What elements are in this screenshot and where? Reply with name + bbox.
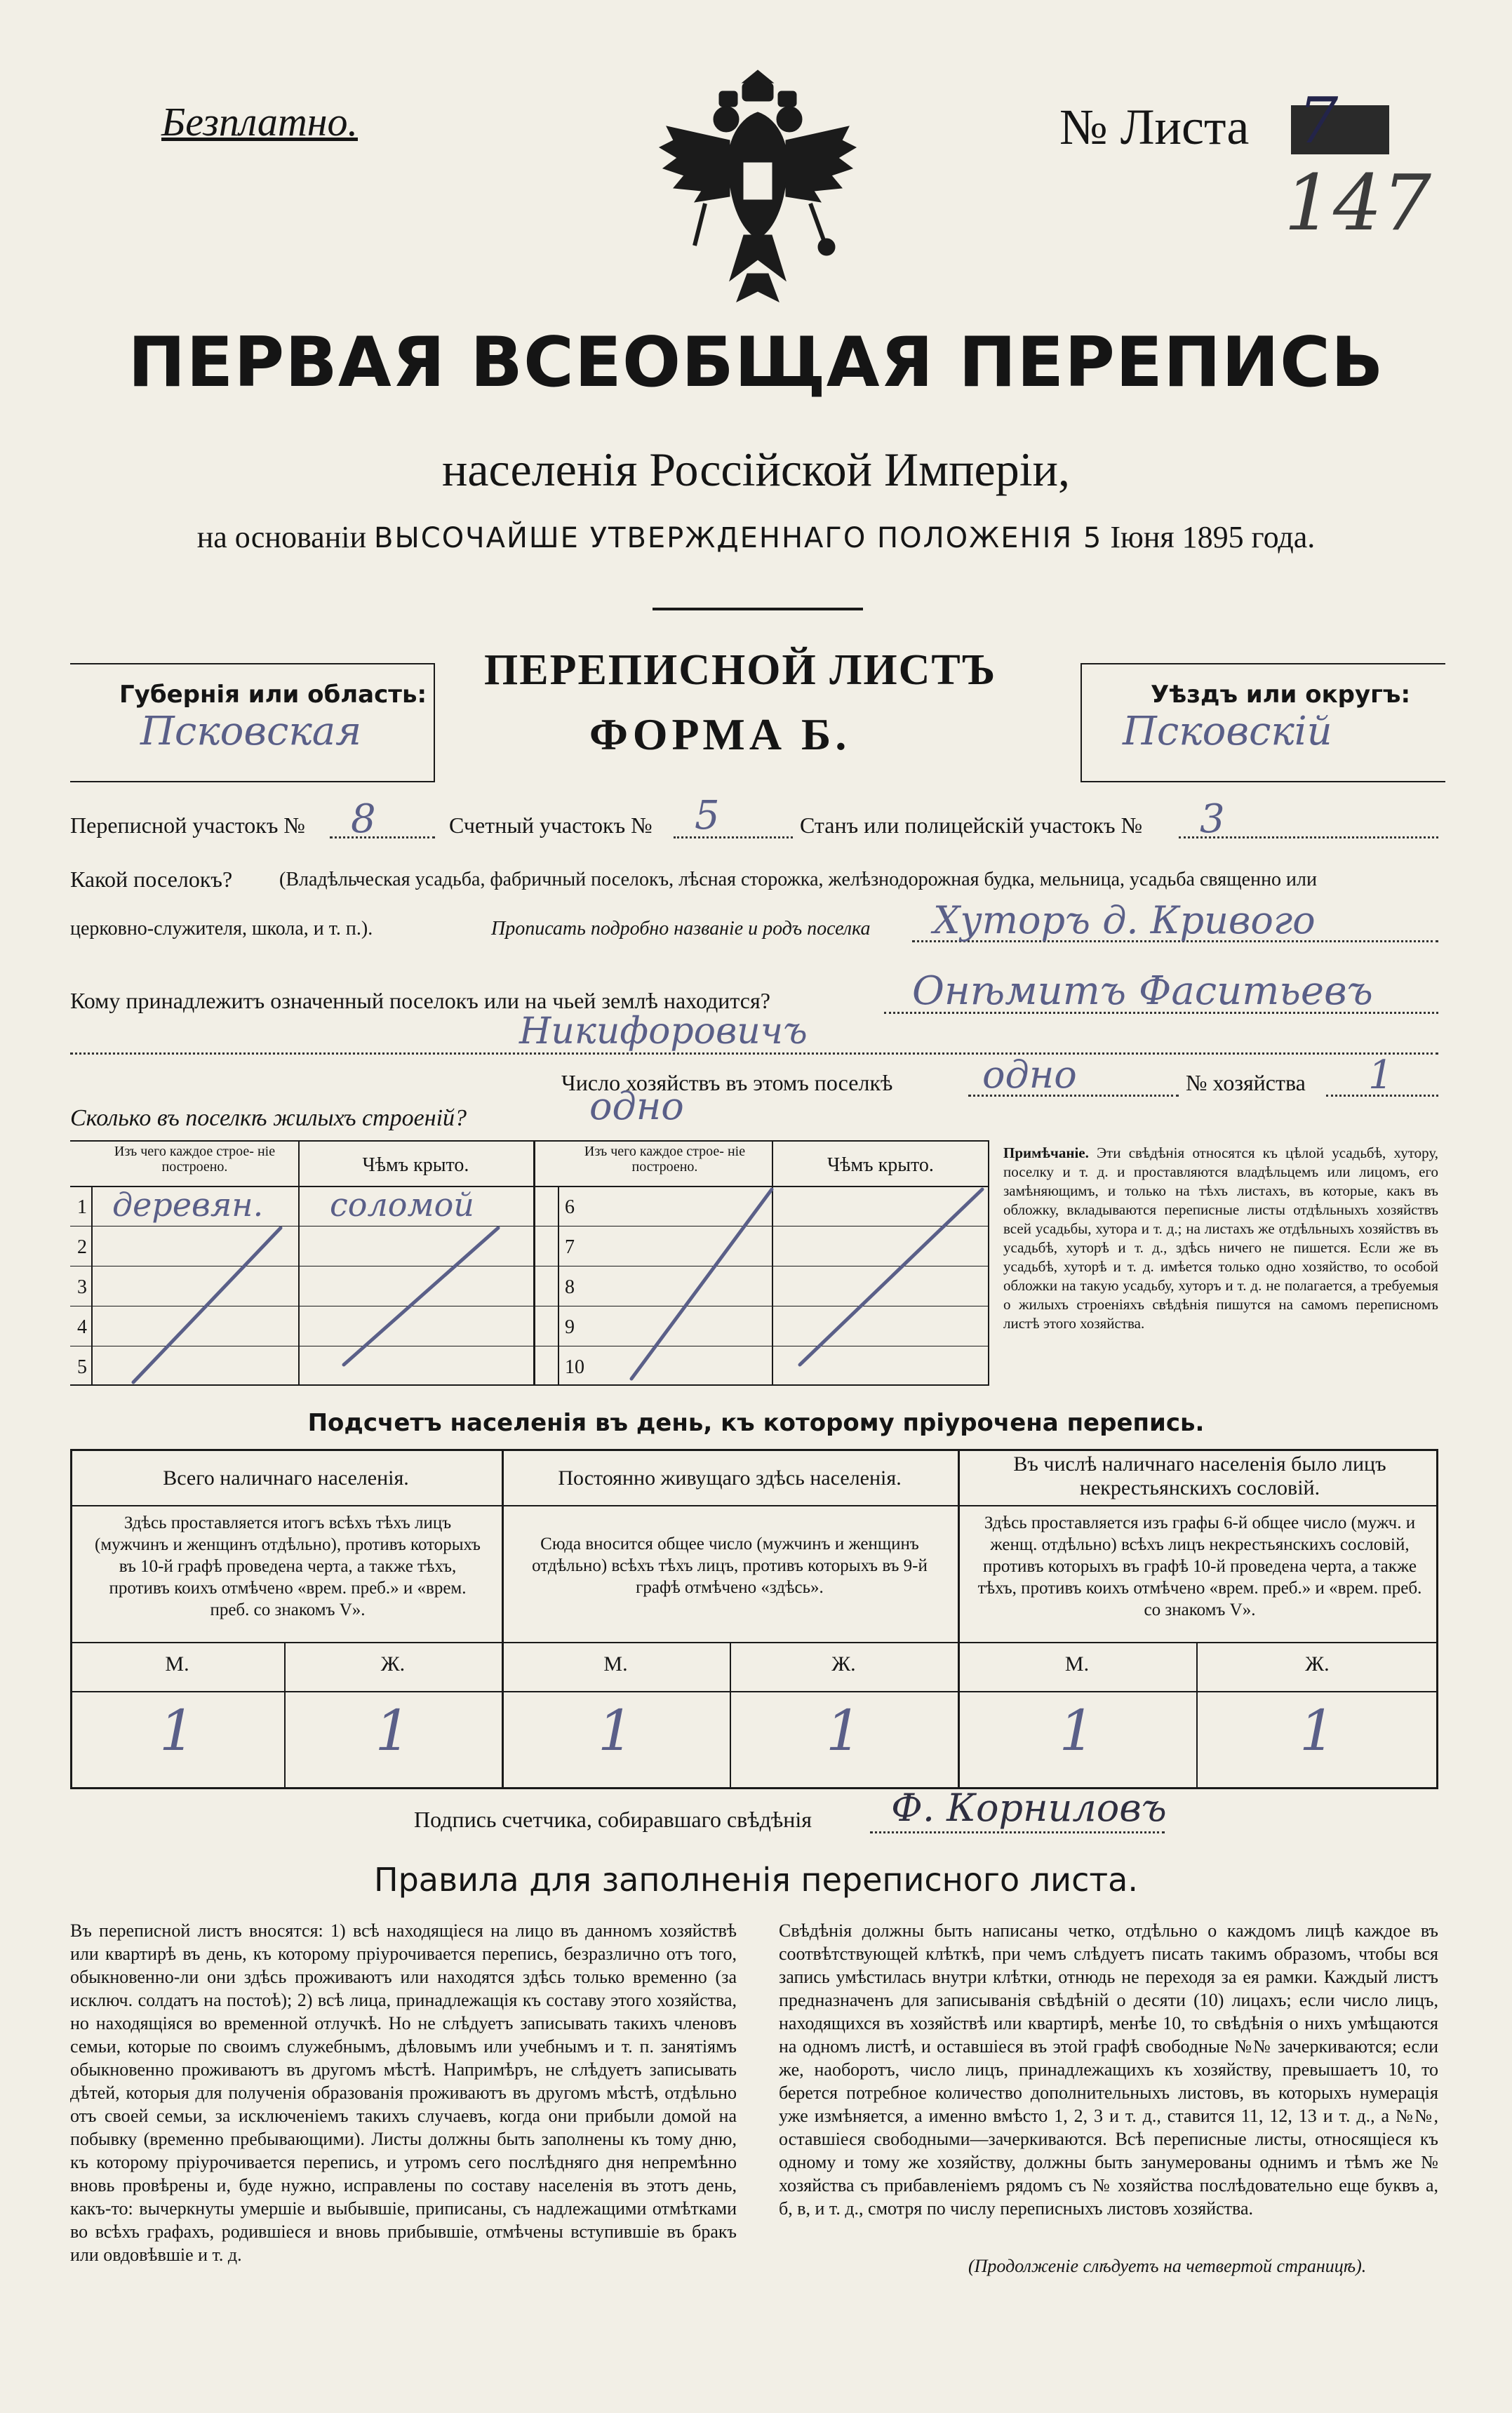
form-title: ПЕРЕПИСНОЙ ЛИСТЪ — [484, 646, 997, 694]
district-value: 8 — [351, 796, 376, 842]
household-no-label: № хозяйства — [1186, 1070, 1306, 1095]
signature-line — [870, 1831, 1165, 1833]
signature-value: Ф. Корниловъ — [891, 1786, 1167, 1830]
count-zh-label: Ж. — [831, 1652, 856, 1676]
count-value: 1 — [375, 1698, 411, 1763]
owner-value-2: Никифоровичъ — [519, 1010, 808, 1052]
buildings-col-material-right: Изъ чего каждое строе- ніе построено. — [584, 1144, 746, 1175]
note-text: Эти свѣдѣнія относятся къ цѣлой усадьбѣ, хутору, поселку и т. д. и проставляются владѣльцемъ или лицомъ, его замѣняющимъ, и только на тѣхъ листахъ, въ которые, какъ въ обложку, вкладываются переписные листы отдѣльныхъ хозяйствъ всей усадьбы, хутора и т. д.; на листахъ же отдѣльныхъ хозяйствъ въ усадьбѣ, хуторѣ и т. д., здѣсь ничего не пишется. Если же въ усадьбѣ, хуторѣ и т. д. имѣется только одно хозяйство, то особой обложки на такую усадьбу, хуторъ и т. д. не полагается, а требуемыя о жилыхъ строеніяхъ свѣдѣнія пишутся на самомъ переписномъ листѣ этого хозяйства. — [1003, 1144, 1438, 1332]
signature-label: Подпись счетчика, собиравшаго свѣдѣнія — [414, 1807, 812, 1832]
rules-continued: (Продолженіе слѣдуетъ на четвертой страницѣ). — [968, 2256, 1367, 2276]
count-value: 1 — [598, 1698, 634, 1763]
buildings-row-num: 9 — [565, 1316, 575, 1338]
sheet-number-label: № Листа — [1059, 99, 1250, 155]
count-col1-text: Здѣсь проставляется итогъ всѣхъ тѣхъ лицъ (мужчинъ и женщинъ отдѣльно), противъ которыхъ въ 10-й графѣ проведена черта, а также тѣхъ, противъ коихъ отмѣчено «врем. преб.» и «врем. преб. со знакомъ V». — [95, 1513, 481, 1619]
buildings-row-num: 7 — [565, 1236, 575, 1258]
count-value: 1 — [826, 1698, 862, 1763]
basis-decree: ВЫСОЧАЙШЕ УТВЕРЖДЕННАГО ПОЛОЖЕНІЯ 5 — [374, 522, 1103, 554]
gubernia-label: Губернія или область: — [119, 681, 427, 709]
rules-right-column: Свѣдѣнія должны быть написаны четко, отдѣльно о каждомъ лицѣ каждое въ соотвѣтствующей клѣткѣ, при чемъ слѣдуетъ писать такимъ образомъ, чтобы вся запись умѣстилась внутри клѣтки, отнюдь не переходя за ея рамки. Каждый листъ предназначенъ для записыванія свѣдѣній о десяти (10) лицахъ; если число лицъ, находящихся въ хозяйствѣ или квартирѣ, менѣе 10, то свѣдѣнія о нихъ умѣщаются на одномъ листѣ, и оставшіеся въ этой графѣ свободные №№ зачеркиваются; если же, наоборотъ, число лицъ, принадлежащихъ къ хозяйству, превышаетъ 10, то берется потребное количество дополнительныхъ листовъ, въ которыхъ нумерація уже измѣняется, а именно вмѣсто 1, 2, 3 и т. д., ставится 11, 12, 13 и т. д., а №№, оставшіеся свободными—зачеркиваются. Всѣ переписные листы, относящіеся къ одному и тому же хозяйству, должны быть занумерованы однимъ и тѣмъ же № хозяйства съ прибавленіемъ рядомъ съ № хозяйства послѣдовательно еще буквъ а, б, в, и т. д., смотря по числу переписныхъ листовъ хозяйства. — [779, 1920, 1438, 2219]
count-district-label: Счетный участокъ № — [449, 813, 653, 838]
buildings-col-material-left: Изъ чего каждое строе- ніе построено. — [114, 1144, 276, 1175]
sheet-number-value: 7 — [1298, 84, 1339, 158]
count-zh-label: Ж. — [1305, 1652, 1330, 1676]
rules-left-column: Въ переписной листъ вносятся: 1) всѣ находящіеся на лицо въ данномъ хозяйствѣ или квартирѣ въ день, къ которому пріурочивается перепись, безразлично отъ того, обыкновенно-ли они здѣсь проживаютъ или находятся здѣсь только временно (за исключ. солдатъ на постоѣ); 2) всѣ лица, принадлежащія къ составу этого хозяйства, но находящіяся во временной отлучкѣ. Но не слѣдуетъ записывать такихъ членовъ семьи, которые по своимъ служебнымъ, дѣловымъ или учебнымъ и т. п. занятіямъ обыкновенно проживаютъ въ другомъ мѣстѣ. Напримѣръ, не слѣдуетъ записывать дѣтей, которыя для полученія образованія проживаютъ въ другомъ мѣстѣ, отдѣльно отъ своей семьи, за исключеніемъ такихъ случаевъ, когда они прибыли домой на побывку (временно пребывающими). Листы должны быть заполнены къ тому дню, къ которому пріурочивается перепись, и утромъ сего послѣдняго дня непремѣнно вновь провѣрены и, буде нужно, исправлены по составу населенія въ этотъ день, какъ-то: вычеркнуты умершіе и выбывшіе, приписаны, съ надлежащими отмѣтками во всѣхъ графахъ, родившіеся и вновь прибывшіе, отмѣчены вступившіе въ бракъ или овдовѣвшіе и т. д. — [70, 1920, 737, 2265]
count-heading: Подсчетъ населенія въ день, къ которому пріурочена перепись. — [307, 1409, 1205, 1437]
buildings-row-num: 6 — [565, 1196, 575, 1218]
buildings-row-num: 8 — [565, 1276, 575, 1298]
uezd-value: Псковскій — [1123, 709, 1332, 754]
households-value: одно — [982, 1052, 1077, 1097]
count-value: 1 — [159, 1698, 195, 1763]
settlement-label: Какой поселокъ? — [70, 867, 233, 892]
census-basis — [0, 519, 1512, 555]
count-col2-head: Постоянно живущаго здѣсь населенія. — [558, 1466, 902, 1490]
form-subtitle: ФОРМА Б. — [589, 709, 851, 759]
buildings-row-num: 3 — [77, 1276, 87, 1298]
stan-value: 3 — [1200, 796, 1225, 842]
count-col3-text: Здѣсь проставляется изъ графы 6-й общее число (мужч. и женщ. отдѣльно) всѣхъ лицъ некрестьянскихъ сословій, противъ которыхъ въ графѣ 10-й проведена черта, а также тѣхъ, противъ коихъ отмѣчено «врем. преб.» и «врем. преб. со знакомъ V». — [977, 1513, 1422, 1619]
buildings-row-num: 10 — [565, 1356, 584, 1378]
buildings-row-num: 4 — [77, 1316, 87, 1338]
count-col1-head: Всего наличнаго населенія. — [163, 1466, 409, 1490]
owner-line-2 — [70, 1052, 1438, 1055]
building-1-roof: соломой — [330, 1186, 474, 1224]
count-m-label: М. — [1064, 1652, 1090, 1676]
buildings-col-roof-left: Чѣмъ крыто. — [362, 1154, 469, 1176]
count-district-line — [674, 836, 793, 838]
building-1-material: деревян. — [112, 1186, 264, 1224]
uezd-label: Уѣздъ или округъ: — [1151, 681, 1411, 709]
count-col3-head: Въ числѣ наличнаго населенія было лицъ некрестьянскихъ сословій. — [1013, 1452, 1386, 1499]
count-value: 1 — [1299, 1698, 1335, 1763]
owner-label: Кому принадлежитъ означенный поселокъ или на чьей землѣ находится? — [70, 988, 770, 1013]
free-label: Безплатно. — [161, 99, 358, 145]
buildings-note — [1003, 1144, 1438, 1333]
buildings-value: одно — [589, 1084, 684, 1128]
count-m-label: М. — [165, 1652, 189, 1676]
count-m-label: М. — [603, 1652, 628, 1676]
gubernia-value: Псковская — [140, 709, 362, 754]
census-main-title: ПЕРВАЯ ВСЕОБЩАЯ ПЕРЕПИСЬ — [128, 323, 1384, 403]
buildings-row-num: 1 — [77, 1196, 87, 1218]
buildings-strike-marks — [70, 1140, 989, 1386]
buildings-row-num: 5 — [77, 1356, 87, 1378]
basis-date: Іюня 1895 года. — [1110, 520, 1316, 554]
sheet-pencil-number: 147 — [1284, 158, 1431, 248]
owner-value-1: Онѣмитъ Фаситьевъ — [912, 968, 1373, 1014]
settlement-hint-3: Прописать подробно названіе и родъ поселка — [491, 918, 871, 940]
count-zh-label: Ж. — [380, 1652, 406, 1676]
district-line — [330, 836, 435, 838]
note-heading: Примѣчаніе. — [1003, 1144, 1089, 1161]
count-value: 1 — [1059, 1698, 1095, 1763]
rules-title: Правила для заполненія переписного листа. — [374, 1861, 1138, 1899]
basis-prefix: на основаніи — [196, 520, 367, 554]
households-label: Число хозяйствъ въ этомъ поселкѣ — [561, 1070, 893, 1095]
settlement-value: Хуторъ д. Кривого — [933, 898, 1316, 942]
buildings-label: Сколько въ поселкѣ жилыхъ строеній? — [70, 1105, 467, 1131]
household-no-value: 1 — [1368, 1052, 1393, 1098]
title-divider — [653, 608, 863, 610]
double-headed-eagle-emblem — [653, 63, 863, 316]
stan-label: Станъ или полицейскій участокъ № — [800, 813, 1143, 838]
count-col2-text: Сюда вносится общее число (мужчинъ и женщинъ отдѣльно) всѣхъ тѣхъ лицъ, противъ которыхъ въ 9-й графѣ отмѣчено «здѣсь». — [532, 1535, 928, 1597]
settlement-hint-2: церковно-служителя, школа, и т. п.). — [70, 918, 373, 940]
buildings-col-roof-right: Чѣмъ крыто. — [827, 1154, 934, 1176]
settlement-hint-1: (Владѣльческая усадьба, фабричный поселокъ, лѣсная сторожка, желѣзнодорожная будка, мельница, усадьба священно или — [279, 869, 1317, 890]
count-district-value: 5 — [695, 793, 720, 838]
district-label: Переписной участокъ № — [70, 813, 305, 838]
buildings-row-num: 2 — [77, 1236, 87, 1258]
census-subtitle: населенія Россійской Имперіи, — [441, 443, 1071, 496]
